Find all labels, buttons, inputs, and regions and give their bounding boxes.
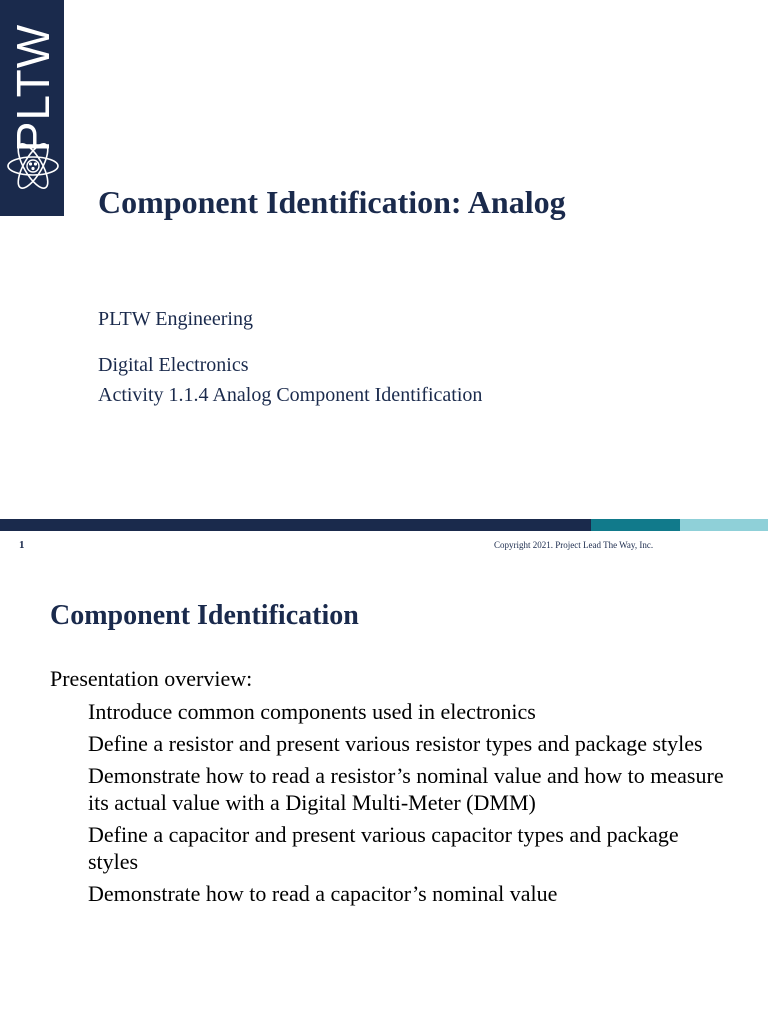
bullet-list [88, 698, 728, 912]
activity-label: Activity 1.1.4 Analog Component Identification [98, 384, 483, 406]
footer-bar-teal [591, 519, 680, 531]
list-item: Define a capacitor and present various capacitor types and package styles [88, 822, 679, 874]
footer-bar-light [680, 519, 768, 531]
overview-label: Presentation overview: [50, 666, 253, 691]
list-item: Define a resistor and present various resistor types and package styles [88, 731, 703, 756]
atom-icon [4, 137, 62, 195]
slide-title: Component Identification [50, 600, 359, 631]
footer-bar-navy [0, 519, 591, 531]
logo-text: PLTW [7, 23, 59, 153]
list-item: Demonstrate how to read a capacitor’s nominal value [88, 881, 558, 906]
course-label: Digital Electronics [98, 354, 249, 376]
list-item: Demonstrate how to read a resistor’s nominal value and how to measure its actual value with a Digital Multi-Meter (DMM) [88, 763, 724, 815]
overview-slide [0, 576, 768, 1024]
page-number: 1 [19, 539, 25, 551]
organization-label: PLTW Engineering [98, 308, 253, 330]
list-item: Introduce common components used in electronics [88, 699, 536, 724]
slide-title: Component Identification: Analog [98, 184, 566, 220]
pltw-logo [0, 0, 64, 216]
copyright-notice: Copyright 2021. Project Lead The Way, Inc. [494, 540, 654, 550]
